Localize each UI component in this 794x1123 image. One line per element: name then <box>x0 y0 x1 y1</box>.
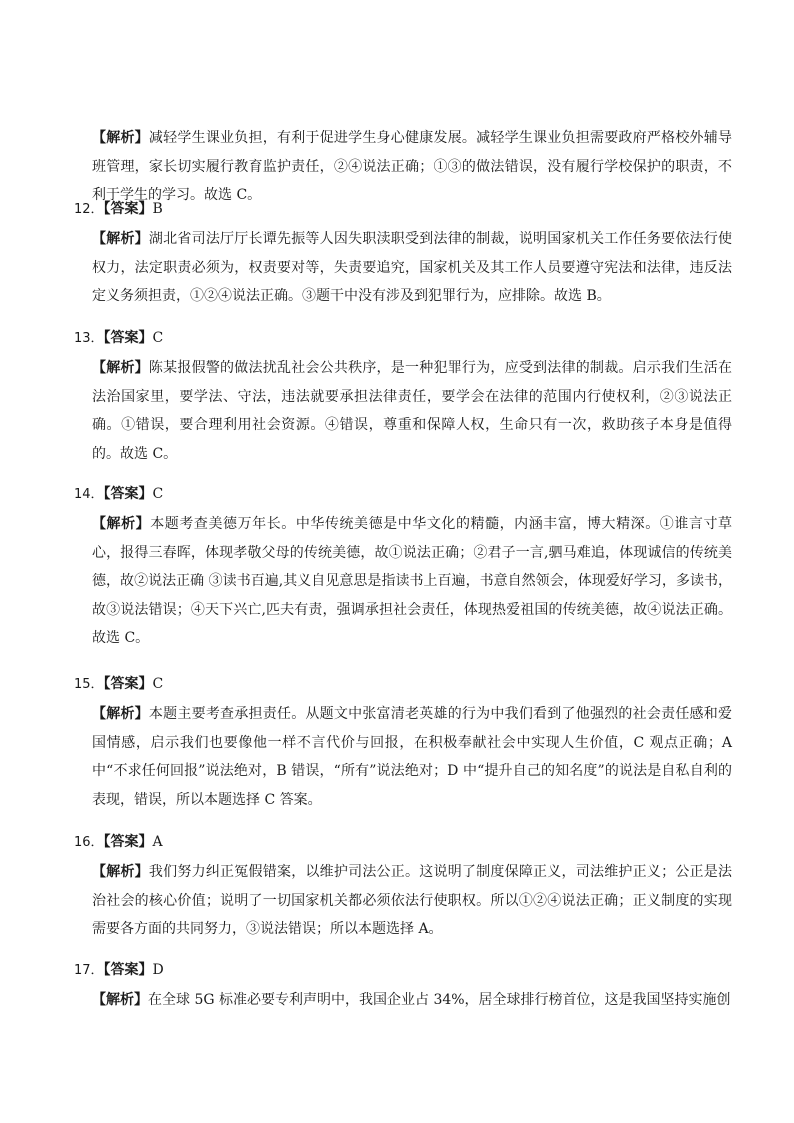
analysis-paragraph <box>92 858 732 944</box>
question-number: 12． <box>74 202 104 217</box>
answer-label: 【答案】 <box>103 330 153 346</box>
answer-value: C <box>152 676 164 692</box>
answer-value: C <box>152 486 164 502</box>
analysis-text: 本题考查美德万年长。中华传统美德是中华文化的精髓，内涵丰富，博大精深。①谁言寸草心，报得三春晖，体现孝敬父母的传统美德，故①说法正确；②君子一言,驷马难追，体现诚信的传统美德，故②说法正确 ③读书百遍,其义自见意思是指读书上百遍，书意自然领会，体现爱好学习，多读书，故③说法错误；④天下兴亡,匹夫有责，强调承担社会责任，体现热爱祖国的传统美德，故④说法正确。故选 C。 <box>92 516 732 646</box>
analysis-block-14 <box>92 510 732 653</box>
answer-value: D <box>152 962 164 978</box>
analysis-label: 【解析】 <box>92 864 149 880</box>
analysis-text: 我们努力纠正冤假错案，以维护司法公正。这说明了制度保障正义，司法维护正义；公正是法治社会的核心价值；说明了一切国家机关都必须依法行使职权。所以①②④说法正确；正义制度的实现需要各方面的共同努力，③说法错误；所以本题选择 A。 <box>92 864 733 937</box>
answer-label: 【答案】 <box>103 834 153 850</box>
analysis-block-13 <box>92 354 732 468</box>
analysis-label: 【解析】 <box>92 706 149 722</box>
analysis-block-11 <box>92 124 732 210</box>
answer-value: A <box>152 834 163 850</box>
analysis-paragraph <box>92 225 732 311</box>
answer-line-16 <box>74 828 163 857</box>
question-number: 13． <box>74 331 104 346</box>
analysis-paragraph <box>92 124 732 210</box>
answer-label: 【答案】 <box>103 201 153 217</box>
analysis-paragraph <box>92 510 732 653</box>
answer-label: 【答案】 <box>103 486 153 502</box>
analysis-label: 【解析】 <box>92 130 149 146</box>
analysis-block-17 <box>92 986 732 1015</box>
analysis-paragraph <box>92 986 732 1015</box>
answer-value: B <box>152 201 163 217</box>
analysis-text: 减轻学生课业负担，有利于促进学生身心健康发展。减轻学生课业负担需要政府严格校外辅导班管理，家长切实履行教育监护责任，②④说法正确；①③的做法错误，没有履行学校保护的职责，不利于学生的学习。故选 C。 <box>92 130 733 203</box>
answer-label: 【答案】 <box>103 676 153 692</box>
analysis-label: 【解析】 <box>92 231 149 247</box>
answer-line-12 <box>74 195 163 224</box>
answer-line-17 <box>74 956 164 985</box>
question-number: 15． <box>74 677 104 692</box>
analysis-text: 本题主要考查承担责任。从题文中张富清老英雄的行为中我们看到了他强烈的社会责任感和爱国情感，启示我们也要像他一样不言代价与回报，在积极奉献社会中实现人生价值，C 观点正确；A 中“不求任何回报”说法绝对，B 错误，“所有”说法绝对；D 中“提升自己的知名度”的说法是自私自利的表现，错误，所以本题选择 C 答案。 <box>92 706 733 808</box>
analysis-text: 陈某报假警的做法扰乱社会公共秩序，是一种犯罪行为，应受到法律的制裁。启示我们生活在法治国家里，要学法、守法，违法就要承担法律责任，要学会在法律的范围内行使权利，②③说法正确。①错误，要合理利用社会资源。④错误，尊重和保障人权，生命只有一次，救助孩子本身是值得的。故选 C。 <box>92 360 733 462</box>
answer-line-13 <box>74 324 163 353</box>
analysis-label: 【解析】 <box>92 360 149 376</box>
analysis-block-15 <box>92 700 732 814</box>
analysis-paragraph <box>92 354 732 468</box>
analysis-text: 在全球 5G 标准必要专利声明中，我国企业占 34%，居全球排行榜首位，这是我国坚持实施创 <box>148 992 731 1008</box>
analysis-label: 【解析】 <box>92 516 151 532</box>
answer-line-14 <box>74 480 163 509</box>
answer-label: 【答案】 <box>103 962 153 978</box>
analysis-paragraph <box>92 700 732 814</box>
question-number: 17． <box>74 963 104 978</box>
analysis-text: 湖北省司法厅厅长谭先振等人因失职渎职受到法律的制裁，说明国家机关工作任务要依法行使权力，法定职责必须为，权责要对等，失责要追究，国家机关及其工作人员要遵守宪法和法律，违反法定义务须担责，①②④说法正确。③题干中没有涉及到犯罪行为，应排除。故选 B。 <box>92 231 733 304</box>
question-number: 16． <box>74 835 104 850</box>
answer-line-15 <box>74 670 163 699</box>
analysis-block-12 <box>92 225 732 311</box>
question-number: 14． <box>74 487 104 502</box>
analysis-block-16 <box>92 858 732 944</box>
analysis-label: 【解析】 <box>92 992 148 1008</box>
answer-value: C <box>152 330 164 346</box>
